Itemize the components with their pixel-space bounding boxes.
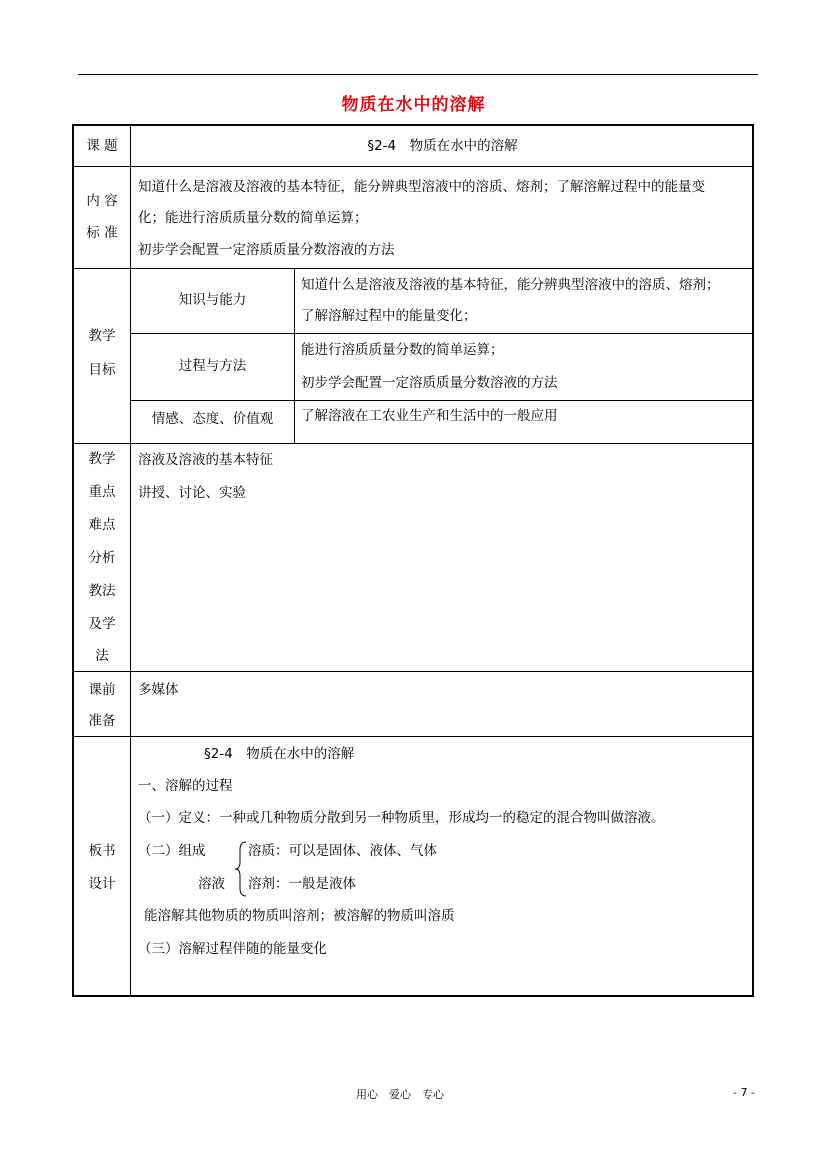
- goals-label-1: 教学: [88, 328, 116, 344]
- prep-label-1: 课前: [88, 682, 116, 698]
- goal-process-line-2: 初步学会配置一定溶质质量分数溶液的方法: [301, 375, 558, 391]
- analysis-label-2: 重点: [88, 484, 116, 500]
- analysis-label-1: 教学: [88, 451, 116, 467]
- row-divider-goals-1: [130, 333, 754, 334]
- goal-name-process: 过程与方法: [178, 358, 247, 374]
- content-line-2: 化；能进行溶质质量分数的简单运算；: [138, 210, 368, 226]
- board-note: 能溶解其他物质的物质叫溶剂；被溶解的物质叫溶质: [144, 908, 455, 924]
- row-divider-3: [74, 443, 754, 444]
- row-divider-2: [74, 268, 754, 269]
- page-number: - 7 -: [733, 1086, 755, 1099]
- board-item-1: （一）定义：一种或几种物质分散到另一种物质里，形成均一的稳定的混合物叫做溶液。: [138, 810, 665, 826]
- board-solute: 溶质：可以是固体、液体、气体: [248, 843, 437, 859]
- row-divider-4: [74, 671, 754, 672]
- goal-name-attitude: 情感、态度、价值观: [151, 411, 274, 427]
- content-line-3: 初步学会配置一定溶质质量分数溶液的方法: [138, 242, 395, 258]
- prep-label-2: 准备: [88, 713, 116, 729]
- analysis-line-1: 溶液及溶液的基本特征: [138, 452, 273, 468]
- analysis-line-2: 讲授、讨论、实验: [138, 485, 246, 501]
- goal-knowledge-line-1: 知道什么是溶液及溶液的基本特征，能分辨典型溶液中的溶质、熔剂；: [301, 277, 720, 293]
- lesson-table: [72, 124, 754, 997]
- board-label-2: 设计: [88, 876, 116, 892]
- board-solution: 溶液: [198, 876, 225, 892]
- col-divider-goals: [294, 268, 295, 443]
- content-label-1: 内 容: [86, 193, 118, 209]
- topic-value: §2-4 物质在水中的溶解: [367, 138, 518, 154]
- document-title: 物质在水中的溶解: [341, 95, 486, 115]
- goal-attitude-line-1: 了解溶液在工农业生产和生活中的一般应用: [301, 408, 558, 424]
- content-label-2: 标 准: [86, 225, 118, 241]
- board-item-2: （二）组成: [138, 843, 206, 859]
- board-item-3: （三）溶解过程伴随的能量变化: [138, 941, 327, 957]
- board-label-1: 板书: [88, 843, 116, 859]
- prep-value: 多媒体: [138, 682, 179, 698]
- content-line-1: 知道什么是溶液及溶液的基本特征，能分辨典型溶液中的溶质、熔剂；了解溶解过程中的能量变: [138, 179, 705, 195]
- header-rule: [78, 74, 758, 75]
- goal-knowledge-line-2: 了解溶解过程中的能量变化；: [301, 308, 477, 324]
- goals-label-2: 目标: [88, 362, 116, 378]
- curly-brace-icon: [234, 840, 248, 898]
- analysis-label-3: 难点: [88, 517, 116, 533]
- row-divider-1: [74, 166, 754, 167]
- analysis-label-5: 教法: [88, 583, 116, 599]
- col-divider-main: [130, 126, 131, 997]
- goal-name-knowledge: 知识与能力: [178, 292, 247, 308]
- footer-motto: 用心 爱心 专心: [356, 1088, 444, 1101]
- board-section-1: 一、溶解的过程: [138, 778, 233, 794]
- goal-process-line-1: 能进行溶质质量分数的简单运算；: [301, 342, 504, 358]
- board-solvent: 溶剂：一般是液体: [248, 876, 356, 892]
- analysis-label-7: 法: [95, 648, 109, 664]
- topic-label: 课 题: [86, 138, 118, 154]
- board-heading: §2-4 物质在水中的溶解: [204, 746, 355, 762]
- analysis-label-6: 及学: [88, 616, 116, 632]
- row-divider-goals-2: [130, 400, 754, 401]
- analysis-label-4: 分析: [88, 550, 116, 566]
- row-divider-5: [74, 736, 754, 737]
